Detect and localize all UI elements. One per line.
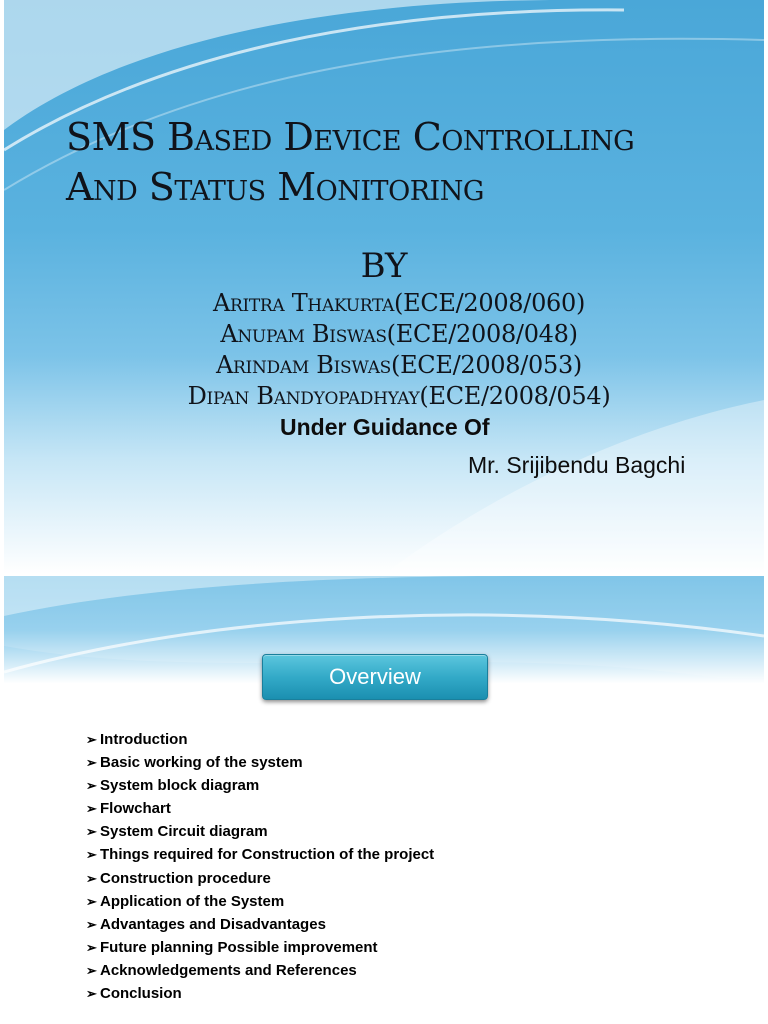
list-item-label: Introduction xyxy=(100,731,188,748)
arrow-bullet-icon: ➢ xyxy=(86,870,97,886)
swoosh-decoration xyxy=(4,0,764,574)
guidance-label: Under Guidance Of xyxy=(280,414,490,440)
arrow-bullet-icon: ➢ xyxy=(86,755,97,771)
arrow-bullet-icon: ➢ xyxy=(86,824,97,840)
author-name: Arindam Biswas(ECE/2008/053) xyxy=(216,351,582,379)
author-list xyxy=(4,288,764,412)
list-item-label: Things required for Construction of the project xyxy=(100,846,435,864)
title-line-1: SMS Based Device Controlling xyxy=(66,115,635,159)
slide-title xyxy=(66,112,746,212)
list-item-label: Basic working of the system xyxy=(100,754,303,772)
list-item xyxy=(86,913,434,936)
overview-slide xyxy=(4,576,764,1024)
list-item-label: Construction procedure xyxy=(100,869,271,887)
list-item-label: Conclusion xyxy=(100,985,182,1003)
arrow-bullet-icon: ➢ xyxy=(86,732,97,747)
arrow-bullet-icon: ➢ xyxy=(86,986,97,1002)
list-item xyxy=(86,843,434,866)
overview-button[interactable]: Overview xyxy=(262,654,488,700)
arrow-bullet-icon: ➢ xyxy=(86,893,97,909)
arrow-bullet-icon: ➢ xyxy=(86,962,97,978)
list-item-label: System block diagram xyxy=(100,777,260,795)
list-item-label: Acknowledgements and References xyxy=(100,961,357,979)
list-item-label: System Circuit diagram xyxy=(100,823,268,841)
list-item-label: Application of the System xyxy=(100,892,285,910)
arrow-bullet-icon: ➢ xyxy=(86,778,97,794)
list-item-label: Future planning Possible improvement xyxy=(100,938,378,956)
list-item xyxy=(86,728,434,751)
guide-name: Mr. Srijibendu Bagchi xyxy=(468,452,686,478)
arrow-bullet-icon: ➢ xyxy=(86,916,97,932)
agenda-list xyxy=(86,728,434,1005)
author-name: Anupam Biswas(ECE/2008/048) xyxy=(220,320,578,348)
list-item xyxy=(86,867,434,890)
list-item-label: Flowchart xyxy=(100,800,171,818)
list-item-label: Advantages and Disadvantages xyxy=(100,915,326,933)
list-item xyxy=(86,797,434,820)
arrow-bullet-icon: ➢ xyxy=(86,939,97,955)
list-item xyxy=(86,820,434,843)
list-item xyxy=(86,936,434,959)
title-slide xyxy=(4,0,764,574)
list-item xyxy=(86,774,434,797)
list-item xyxy=(86,890,434,913)
by-label: BY xyxy=(360,246,408,286)
author-name: Aritra Thakurta(ECE/2008/060) xyxy=(212,289,586,317)
arrow-bullet-icon: ➢ xyxy=(86,847,97,863)
title-line-2: And Status Monitoring xyxy=(66,165,484,209)
list-item xyxy=(86,751,434,774)
list-item xyxy=(86,982,434,1005)
author-name: Dipan Bandyopadhyay(ECE/2008/054) xyxy=(187,382,611,410)
list-item xyxy=(86,959,434,982)
arrow-bullet-icon: ➢ xyxy=(86,801,97,817)
